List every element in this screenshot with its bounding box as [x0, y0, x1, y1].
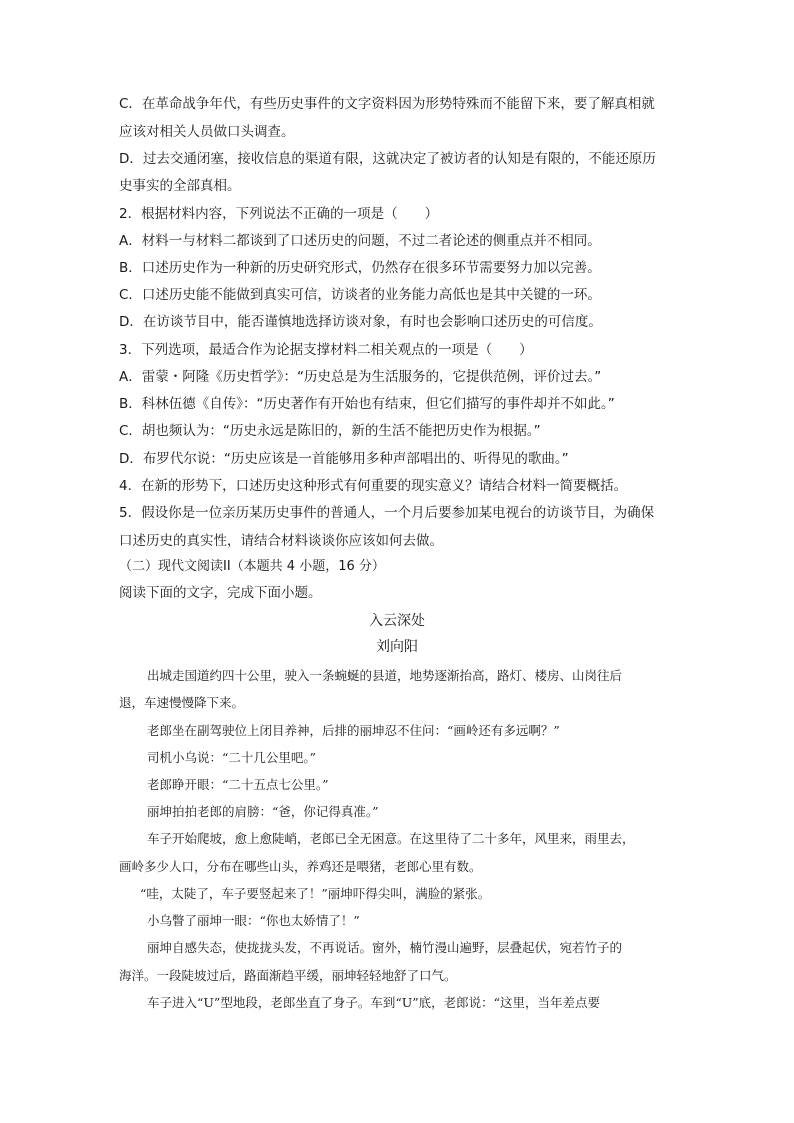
q2-option-a: A．材料一与材料二都谈到了口述历史的问题，不过二者论述的侧重点并不相同。: [119, 233, 601, 249]
story-author: 刘向阳: [376, 639, 418, 655]
q3-stem: 3．下列选项，最适合作为论据支撑材料二相关观点的一项是（ ）: [119, 342, 533, 358]
story-paragraph-1-line1: 出城走国道约四十公里，驶入一条蜿蜒的县道，地势逐渐抬高，路灯、楼房、山岗往后: [147, 668, 623, 683]
story-paragraph-7: “哇，太陡了，车子要竖起来了！”丽坤吓得尖叫，满脸的紧张。: [140, 886, 491, 901]
q3-option-a: A．雷蒙・阿隆《历史哲学》：“历史总是为生活服务的，它提供范例，评价过去。”: [119, 369, 602, 385]
q5-stem-line1: 5．假设你是一位亲历某历史事件的普通人，一个月后要参加某电视台的访谈节目，为确保: [119, 505, 655, 521]
q1-option-c-line2: 应该对相关人员做口头调查。: [119, 124, 295, 140]
section-header: （二）现代文阅读II（本题共 4 小题，16 分）: [119, 559, 385, 574]
q3-option-d: D．布罗代尔说：“历史应该是一首能够用多种声部唱出的、听得见的歌曲。”: [119, 451, 569, 467]
story-paragraph-6-line2: 画岭多少人口，分布在哪些山头，养鸡还是喂猪，老郎心里有数。: [119, 859, 482, 874]
story-paragraph-9-line2: 海洋。一段陡坡过后，路面渐趋平缓，丽坤轻轻地舒了口气。: [119, 968, 457, 983]
section-instruction: 阅读下面的文字，完成下面小题。: [119, 585, 322, 601]
q1-option-c-line1: C．在革命战争年代，有些历史事件的文字资料因为形势特殊而不能留下来，要了解真相就: [119, 96, 655, 112]
q2-stem: 2．根据材料内容，下列说法不正确的一项是（ ）: [119, 206, 439, 222]
story-paragraph-10: 车子进入“U”型地段，老郎坐直了身子。车到“U”底，老郎说：“这里，当年差点要: [147, 995, 601, 1010]
story-paragraph-8: 小乌瞥了丽坤一眼：“你也太娇情了！”: [147, 913, 360, 928]
q2-option-b: B．口述历史作为一种新的历史研究形式，仍然存在很多环节需要努力加以完善。: [119, 260, 601, 276]
story-paragraph-5: 丽坤拍拍老郎的肩膀：“爸，你记得真准。”: [147, 804, 379, 819]
q2-option-d: D．在访谈节目中，能否谨慎地选择访谈对象，有时也会影响口述历史的可信度。: [119, 314, 602, 330]
story-paragraph-3: 司机小乌说：“二十几公里吧。”: [147, 750, 317, 765]
story-paragraph-1-line2: 退，车速慢慢降下来。: [119, 695, 245, 710]
story-paragraph-9-line1: 丽坤自感失态，使拢拢头发，不再说话。窗外，楠竹漫山遍野，层叠起伏，宛若竹子的: [147, 940, 623, 955]
story-paragraph-2: 老郎坐在副驾驶位上闭目养神，后排的丽坤忍不住问：“画岭还有多远啊？”: [147, 723, 560, 738]
q1-option-d-line2: 史事实的全部真相。: [119, 178, 241, 194]
story-paragraph-4: 老郎睁开眼：“二十五点七公里。”: [147, 777, 329, 792]
q3-option-c: C．胡也频认为：“历史永远是陈旧的，新的生活不能把历史作为根据。”: [119, 423, 541, 439]
q2-option-c: C．口述历史能不能做到真实可信，访谈者的业务能力高低也是其中关键的一环。: [119, 287, 601, 303]
q4-stem: 4．在新的形势下，口述历史这种形式有何重要的现实意义？请结合材料一简要概括。: [119, 478, 628, 494]
q3-option-b: B．科林伍德《自传》：“历史著作有开始也有结束，但它们描写的事件却并不如此。”: [119, 396, 615, 412]
story-title: 入云深处: [369, 613, 425, 629]
story-paragraph-6-line1: 车子开始爬坡，愈上愈陡峭，老郎已全无困意。在这里待了二十多年，风里来，雨里去，: [147, 831, 635, 846]
q5-stem-line2: 口述历史的真实性，请结合材料谈谈你应该如何去做。: [119, 533, 443, 549]
q1-option-d-line1: D．过去交通闭塞，接收信息的渠道有限，这就决定了被访者的认知是有限的，不能还原历: [119, 151, 656, 167]
